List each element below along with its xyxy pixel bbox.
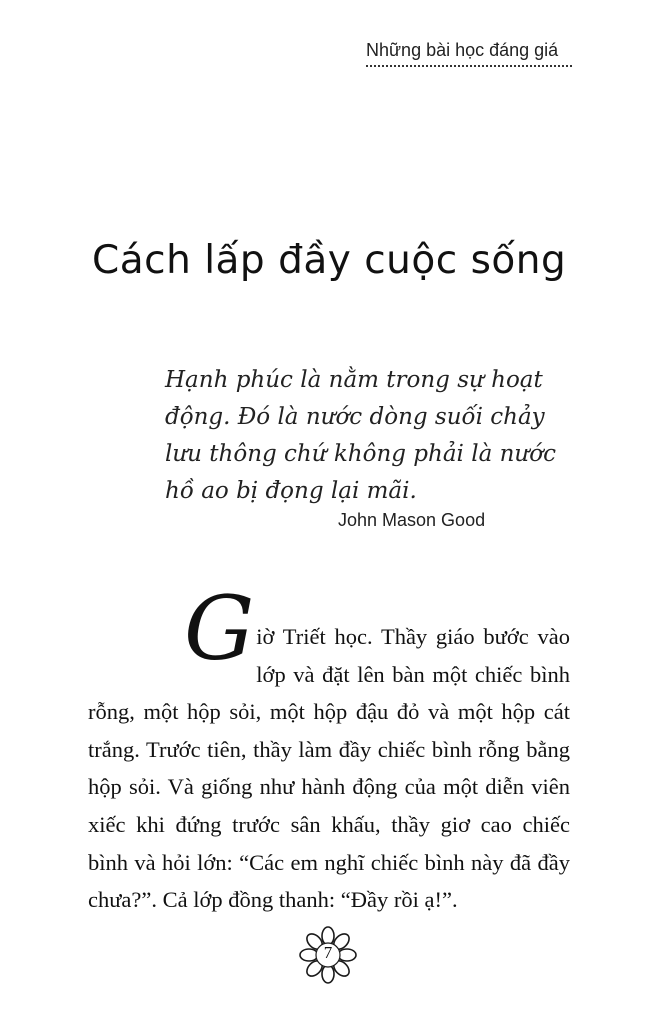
body-text: iờ Triết học. Thầy giáo bước vào lớp và đặt lên bàn một chiếc bình rỗng, một hộp sỏi, một hộp đậu đỏ và một hộp cát trắng. Trước tiên, thầy làm đầy chiếc bình rỗng bằng hộp sỏi. Và giống như hành động của một diễn viên xiếc khi đứng trước sân khấu, thầy giơ cao chiếc bình và hỏi lớn: “Các em nghĩ chiếc bình này đã đầy chưa?”. Cả lớp đồng thanh: “Đầy rồi ạ!”. [88,624,570,913]
body-paragraph [88,577,570,919]
page-number-block [298,925,358,985]
epigraph-quote: Hạnh phúc là nằm trong sự hoạt động. Đó là nước dòng suối chảy lưu thông chứ không phải là nước hồ ao bị đọng lại mãi. [165,367,556,504]
epigraph-author: John Mason Good [338,510,486,530]
running-header: Những bài học đáng giá [366,40,572,67]
chapter-title: Cách lấp đầy cuộc sống [92,238,567,283]
drop-cap: G [184,577,255,680]
page-number: 7 [323,943,333,962]
